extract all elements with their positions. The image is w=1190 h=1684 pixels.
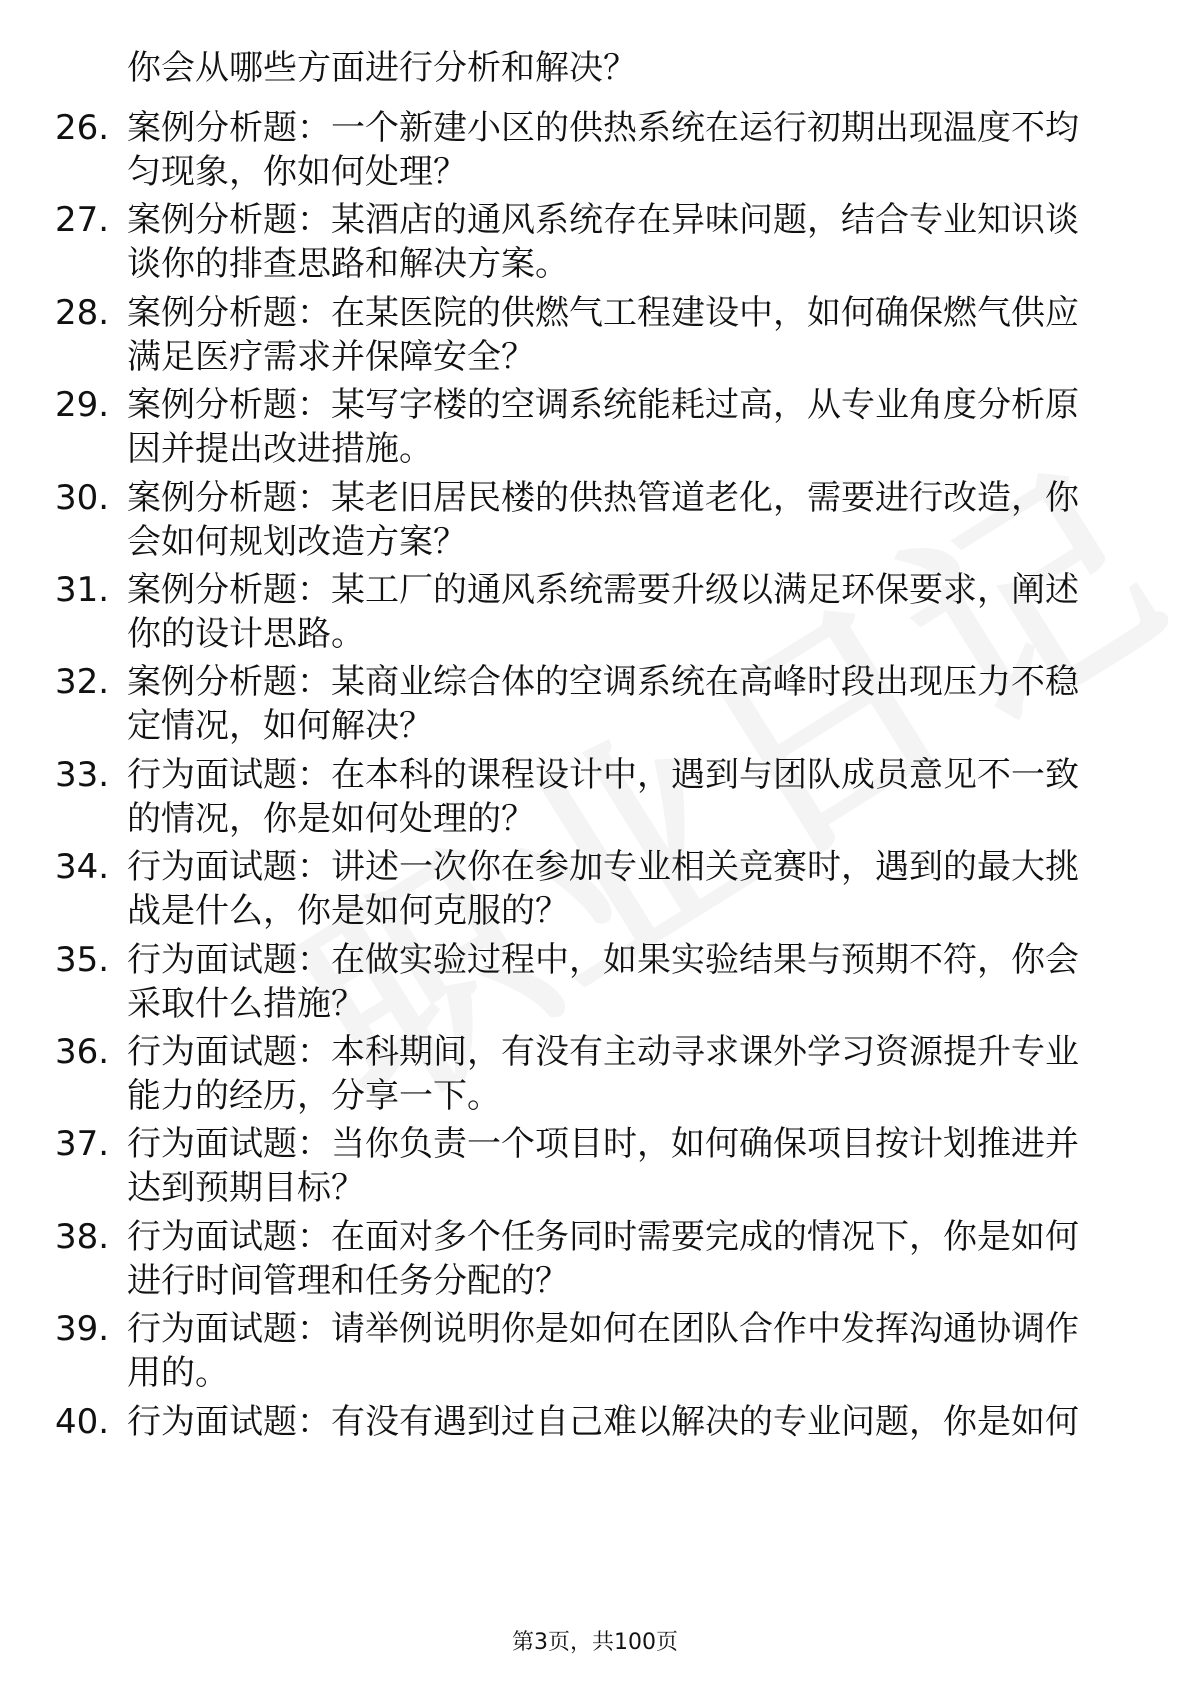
- question-text-line: 行为面试题：讲述一次你在参加专业相关竞赛时，遇到的最大挑: [127, 847, 1079, 887]
- question-text-line: 你的设计思路。: [127, 614, 365, 654]
- question-number: 36.: [55, 1032, 110, 1072]
- question-number: 34.: [55, 847, 110, 887]
- question-text-line: 行为面试题：在面对多个任务同时需要完成的情况下，你是如何: [127, 1217, 1079, 1257]
- question-text-line: 谈你的排查思路和解决方案。: [127, 244, 569, 284]
- question-text-line: 案例分析题：在某医院的供燃气工程建设中，如何确保燃气供应: [127, 293, 1079, 333]
- question-text-line: 能力的经历，分享一下。: [127, 1076, 501, 1116]
- question-text-line: 匀现象，你如何处理？: [127, 152, 467, 192]
- question-text-line: 案例分析题：某老旧居民楼的供热管道老化，需要进行改造，你: [127, 478, 1079, 518]
- question-text-line: 的情况，你是如何处理的？: [127, 799, 535, 839]
- question-number: 32.: [55, 662, 110, 702]
- question-number: 33.: [55, 755, 110, 795]
- question-number: 28.: [55, 293, 110, 333]
- question-text-line: 行为面试题：在做实验过程中，如果实验结果与预期不符，你会: [127, 940, 1079, 980]
- question-number: 31.: [55, 570, 110, 610]
- question-number: 38.: [55, 1217, 110, 1257]
- question-text-line: 案例分析题：一个新建小区的供热系统在运行初期出现温度不均: [127, 108, 1079, 148]
- question-text-line: 案例分析题：某工厂的通风系统需要升级以满足环保要求，阐述: [127, 570, 1079, 610]
- question-text-line: 行为面试题：当你负责一个项目时，如何确保项目按计划推进并: [127, 1124, 1079, 1164]
- question-text-line: 会如何规划改造方案？: [127, 522, 467, 562]
- question-text-line: 用的。: [127, 1353, 229, 1393]
- question-text-line: 达到预期目标？: [127, 1168, 365, 1208]
- question-number: 27.: [55, 200, 110, 240]
- question-number: 35.: [55, 940, 110, 980]
- question-text-line: 战是什么，你是如何克服的？: [127, 891, 569, 931]
- question-number: 40.: [55, 1402, 110, 1442]
- question-text-line: 案例分析题：某写字楼的空调系统能耗过高，从专业角度分析原: [127, 385, 1079, 425]
- question-text-line: 采取什么措施？: [127, 984, 365, 1024]
- question-number: 39.: [55, 1309, 110, 1349]
- question-text-line: 案例分析题：某酒店的通风系统存在异味问题，结合专业知识谈: [127, 200, 1079, 240]
- question-text-line: 行为面试题：本科期间，有没有主动寻求课外学习资源提升专业: [127, 1032, 1079, 1072]
- question-text-line: 行为面试题：在本科的课程设计中，遇到与团队成员意见不一致: [127, 755, 1079, 795]
- question-text-line: 进行时间管理和任务分配的？: [127, 1261, 569, 1301]
- question-number: 29.: [55, 385, 110, 425]
- question-number: 26.: [55, 108, 110, 148]
- question-text-line: 满足医疗需求并保障安全？: [127, 337, 535, 377]
- question-text-line: 案例分析题：某商业综合体的空调系统在高峰时段出现压力不稳: [127, 662, 1079, 702]
- question-number: 30.: [55, 478, 110, 518]
- question-text-line: 定情况，如何解决？: [127, 706, 433, 746]
- question-text-line: 因并提出改进措施。: [127, 429, 433, 469]
- question-text-line: 行为面试题：有没有遇到过自己难以解决的专业问题，你是如何: [127, 1402, 1079, 1442]
- page-footer: 第3页，共100页: [512, 1630, 678, 1655]
- question-number: 37.: [55, 1124, 110, 1164]
- question-text-line: 行为面试题：请举例说明你是如何在团队合作中发挥沟通协调作: [127, 1309, 1079, 1349]
- continuation-line: 你会从哪些方面进行分析和解决？: [127, 48, 637, 88]
